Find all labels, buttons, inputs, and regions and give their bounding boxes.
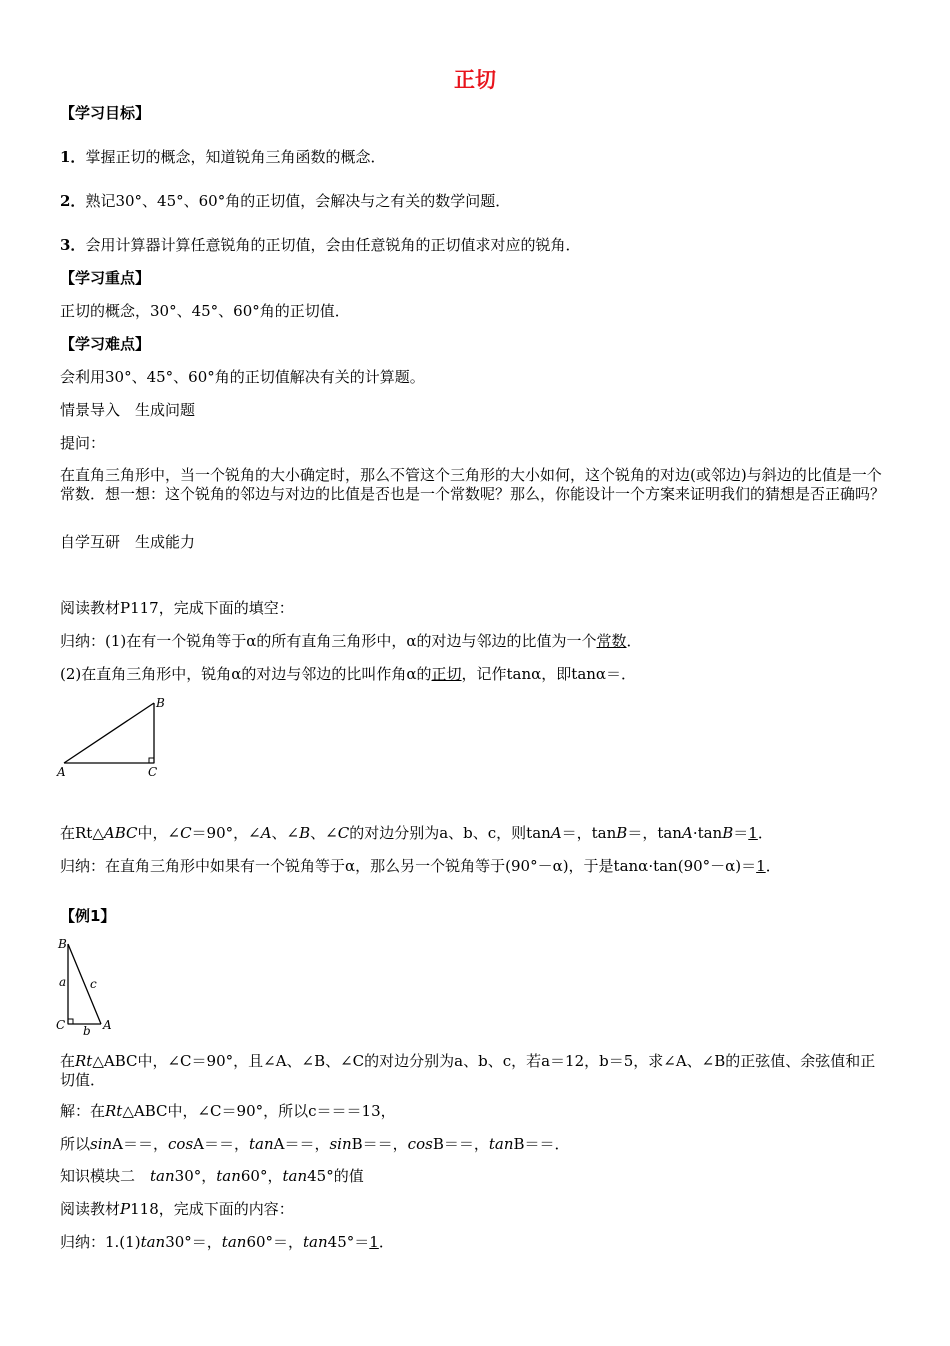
- objective-3-number: 3．: [60, 236, 86, 254]
- question-label: 提问：: [60, 434, 106, 452]
- summary-4-answer: 1: [369, 1233, 379, 1251]
- right-angle-marker-1: [149, 758, 154, 763]
- function-name: tan: [249, 1135, 274, 1153]
- solution-text: B＝＝，: [432, 1135, 489, 1153]
- solution-text: B＝＝，: [351, 1135, 408, 1153]
- summary-3: [60, 857, 890, 876]
- summary-3-answer: 1: [756, 857, 766, 875]
- objective-2: [60, 192, 510, 211]
- solution-text: 解：在: [60, 1102, 106, 1120]
- reading-instruction-1: 阅读教材P117，完成下面的填空：: [60, 599, 294, 617]
- rt-text: 、∠: [271, 824, 300, 842]
- summary-4: [60, 1233, 394, 1252]
- summary-3-end: ．: [765, 857, 781, 875]
- function-name: tan: [282, 1167, 308, 1185]
- solution-line-2: [60, 1135, 570, 1154]
- section-key-heading: 【学习重点】: [60, 269, 151, 287]
- objective-3: [60, 236, 580, 255]
- rt-text: ．: [757, 824, 773, 842]
- summary-2: [60, 665, 636, 684]
- rt-text: C: [180, 824, 192, 842]
- function-name: tan: [488, 1135, 514, 1153]
- objective-1-number: 1．: [60, 148, 86, 166]
- summary-1-answer: 常数: [596, 632, 627, 650]
- reading-text: 118，完成下面的内容：: [130, 1200, 294, 1218]
- page-title: 正切: [454, 68, 496, 92]
- function-name: tan: [303, 1233, 328, 1251]
- function-name: sin: [329, 1135, 352, 1153]
- rt-text: B: [299, 824, 311, 842]
- module-text: 60°，: [240, 1167, 283, 1185]
- summary-4-text: 30°＝，: [165, 1233, 222, 1251]
- section-objectives-heading: 【学习目标】: [60, 104, 151, 122]
- intro-heading: 情景导入 生成问题: [60, 401, 196, 419]
- solution-text: 所以: [60, 1135, 91, 1153]
- rt-text: C: [337, 824, 350, 842]
- question-paragraph: 在直角三角形中，当一个锐角的大小确定时，那么不管这个三角形的大小如何，这个锐角的对边(或邻边)与斜边的比值是一个常数．想一想：这个锐角的邻边与对边的比值是否也是一个常数呢？那么，你能设计一个方案来证明我们的猜想是否正确吗？: [60, 466, 886, 503]
- summary-2-end: ，记作tanα，即tanα＝．: [461, 665, 637, 683]
- rt-text: B: [616, 824, 628, 842]
- key-points-text: 正切的概念，30°、45°、60°角的正切值．: [60, 302, 350, 320]
- rt-text: 中，∠: [137, 824, 181, 842]
- rt-text: B: [722, 824, 734, 842]
- module-text: 知识模块二: [60, 1167, 151, 1185]
- reading-text: P: [120, 1200, 131, 1218]
- rt-text: 的对边分别为a、b、c，则tan: [349, 824, 551, 842]
- rt-text: ＝: [733, 824, 749, 842]
- right-angle-marker-2: [68, 1019, 73, 1024]
- vertex-label-c: C: [148, 765, 158, 779]
- objective-2-text: 熟记30°、45°、60°角的正切值，会解决与之有关的数学问题．: [85, 192, 511, 210]
- vertex-label-a: A: [57, 765, 66, 779]
- summary-4-text: 45°＝: [327, 1233, 370, 1251]
- summary-1-text: 归纳：(1)在有一个锐角等于α的所有直角三角形中，α的对边与邻边的比值为一个: [60, 632, 597, 650]
- summary-3-text: 归纳：在直角三角形中如果有一个锐角等于α，那么另一个锐角等于(90°－α)，于是tanα·tan(90°－α)＝: [60, 857, 757, 875]
- rt-answer: 1: [748, 824, 758, 842]
- reading-text: 阅读教材: [60, 1200, 121, 1218]
- module-text: 30°，: [174, 1167, 217, 1185]
- rt-triangle-statement: [60, 824, 773, 843]
- summary-2-answer: 正切: [431, 665, 462, 683]
- example-text: 在: [60, 1052, 76, 1070]
- solution-line-1: [60, 1102, 396, 1121]
- rt-text: ＝，tan: [561, 824, 617, 842]
- section-difficulty-heading: 【学习难点】: [60, 335, 151, 353]
- summary-4-text: 归纳：1.(1): [60, 1233, 141, 1251]
- rt-text: ABC: [103, 824, 138, 842]
- vertex-label-a: A: [103, 1018, 112, 1032]
- function-name: tan: [150, 1167, 175, 1185]
- rt-text: 、∠: [310, 824, 338, 842]
- example-text: Rt: [75, 1052, 93, 1070]
- summary-2-text: (2)在直角三角形中，锐角α的对边与邻边的比叫作角α的: [60, 665, 432, 683]
- summary-4-text: ．: [378, 1233, 394, 1251]
- solution-text: B＝＝．: [513, 1135, 570, 1153]
- side-label-c: c: [90, 977, 97, 991]
- side-label-a: a: [59, 975, 67, 989]
- objective-1-text: 掌握正切的概念，知道锐角三角函数的概念．: [85, 148, 386, 166]
- function-name: tan: [140, 1233, 166, 1251]
- solution-text: Rt: [105, 1102, 123, 1120]
- summary-1: [60, 632, 642, 651]
- rt-text: ＝90°，∠: [191, 824, 261, 842]
- rt-text: ＝，tan: [627, 824, 682, 842]
- rt-text: A: [681, 824, 693, 842]
- triangle-1-hypotenuse: [64, 703, 154, 763]
- summary-1-end: ．: [626, 632, 642, 650]
- example-1-problem: [60, 1052, 890, 1090]
- solution-text: A＝＝，: [193, 1135, 249, 1153]
- function-name: cos: [168, 1135, 194, 1153]
- rt-text: A: [550, 824, 562, 842]
- triangle-figure-2: [52, 934, 122, 1040]
- function-name: cos: [407, 1135, 433, 1153]
- side-label-b: b: [83, 1024, 91, 1038]
- rt-text: A: [260, 824, 272, 842]
- module-2-heading: [60, 1167, 364, 1186]
- example-1-label: 【例1】: [60, 907, 116, 925]
- difficulty-text: 会利用30°、45°、60°角的正切值解决有关的计算题。: [60, 368, 425, 386]
- module-text: 45°的值: [307, 1167, 364, 1185]
- function-name: sin: [90, 1135, 113, 1153]
- solution-text: A＝＝，: [112, 1135, 169, 1153]
- function-name: tan: [216, 1167, 241, 1185]
- vertex-label-b: B: [58, 937, 67, 951]
- objective-3-text: 会用计算器计算任意锐角的正切值，会由任意锐角的正切值求对应的锐角．: [85, 236, 581, 254]
- objective-2-number: 2．: [60, 192, 86, 210]
- vertex-label-c: C: [56, 1018, 66, 1032]
- summary-4-text: 60°＝，: [246, 1233, 304, 1251]
- function-name: tan: [221, 1233, 247, 1251]
- triangle-figure-1: [52, 692, 182, 784]
- solution-text: A＝＝，: [273, 1135, 330, 1153]
- solution-text: △ABC中，∠C＝90°，所以c＝＝＝13，: [122, 1102, 396, 1120]
- objective-1: [60, 148, 385, 167]
- example-text: △ABC中，∠C＝90°，且∠A、∠B、∠C的对边分别为a、b、c，若a＝12，b＝5，求∠A、∠B的正弦值、余弦值和正切值．: [60, 1052, 876, 1089]
- vertex-label-b: B: [156, 696, 165, 710]
- rt-text: 在Rt△: [60, 824, 104, 842]
- reading-instruction-2: [60, 1200, 294, 1219]
- selfstudy-heading: 自学互研 生成能力: [60, 533, 196, 551]
- rt-text: ·tan: [692, 824, 723, 842]
